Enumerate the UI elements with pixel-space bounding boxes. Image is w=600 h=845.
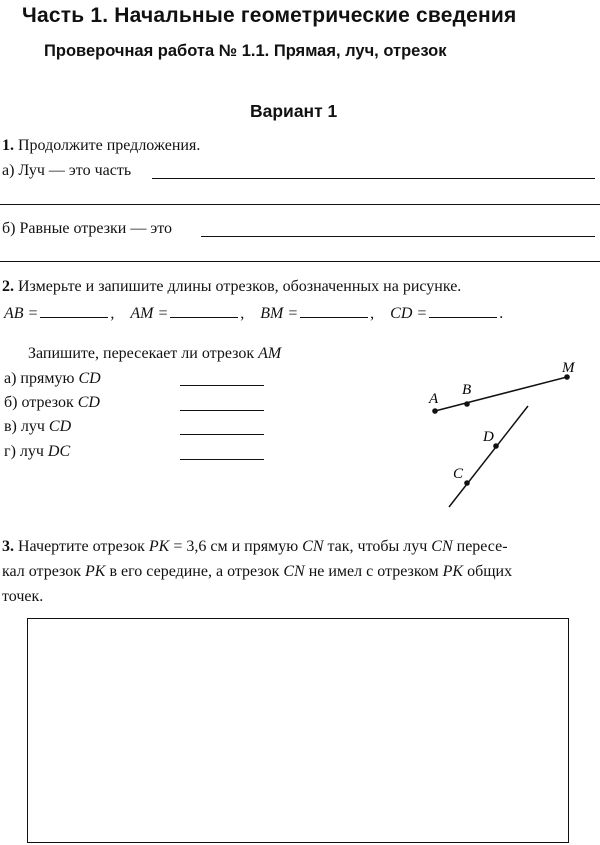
task3-number: 3. (2, 538, 14, 555)
comma-3: , (370, 305, 375, 322)
variant-title: Вариант 1 (250, 101, 338, 121)
task3-cn-1: CN (302, 538, 324, 555)
item-d-label: г) луч (4, 443, 44, 460)
task3-pk-2: PK (85, 563, 106, 580)
end-dot: . (499, 305, 504, 322)
task3-line-2 (2, 563, 512, 581)
measure-cd-label: CD = (390, 305, 428, 322)
comma-1: , (110, 305, 115, 322)
part-title: Часть 1. Начальные геометрические сведения (22, 4, 517, 27)
task3-text-8: общих (467, 563, 513, 580)
label-a: A (429, 391, 439, 407)
task3-cn-2: CN (431, 538, 453, 555)
task3-text-6: в его середине, а отрезок (109, 563, 280, 580)
task3-text-5: кал отрезок (2, 563, 82, 580)
task3-line-1 (2, 538, 508, 556)
task3-line-3: точек. (2, 588, 44, 605)
point-d (493, 443, 499, 449)
item-c-var: CD (48, 418, 72, 435)
task2-prompt-text: Измерьте и запишите длины отрезков, обозначенных на рисунке. (18, 278, 462, 295)
label-d: D (483, 429, 494, 445)
task1-a-label: а) Луч — это часть (2, 162, 132, 179)
drawing-area[interactable] (27, 618, 569, 843)
label-b: B (462, 382, 472, 398)
segment-am (435, 377, 567, 411)
item-c-label: в) луч (4, 418, 45, 435)
task2-question-var: AM (258, 345, 282, 362)
task1-b-label: б) Равные отрезки — это (2, 220, 173, 237)
item-a-label: а) прямую (4, 370, 75, 387)
task1-number: 1. (2, 137, 14, 154)
item-d-var: DC (47, 443, 71, 460)
task3-text-1: Начертите отрезок (18, 538, 145, 555)
task3-text-4: пересе- (456, 538, 508, 555)
point-a (432, 408, 438, 414)
line-cd (449, 406, 528, 507)
task3-pk-1: PK (148, 538, 170, 555)
task3-text-2: = 3,6 см и прямую (173, 538, 299, 555)
task2-number: 2. (2, 278, 14, 295)
measure-bm-label: BM = (260, 305, 299, 322)
point-c (464, 480, 470, 486)
work-title: Проверочная работа № 1.1. Прямая, луч, отрезок (44, 42, 447, 60)
task3-cn-3: CN (283, 563, 305, 580)
task3-pk-3: PK (442, 563, 464, 580)
item-b-label: б) отрезок (4, 394, 74, 411)
item-a-var: CD (78, 370, 101, 387)
measure-ab-label: AB = (4, 305, 39, 322)
task3-text-7: не имел с отрезком (308, 563, 439, 580)
task2-question-text: Запишите, пересекает ли отрезок (28, 345, 255, 362)
task3-text-3: так, чтобы луч (327, 538, 428, 555)
task1-prompt-text: Продолжите предложения. (18, 137, 201, 154)
measure-am-label: AM = (130, 305, 169, 322)
label-m: M (562, 360, 575, 376)
point-b (464, 401, 470, 407)
comma-2: , (240, 305, 245, 322)
item-b-var: CD (77, 394, 100, 411)
label-c: C (453, 466, 464, 482)
